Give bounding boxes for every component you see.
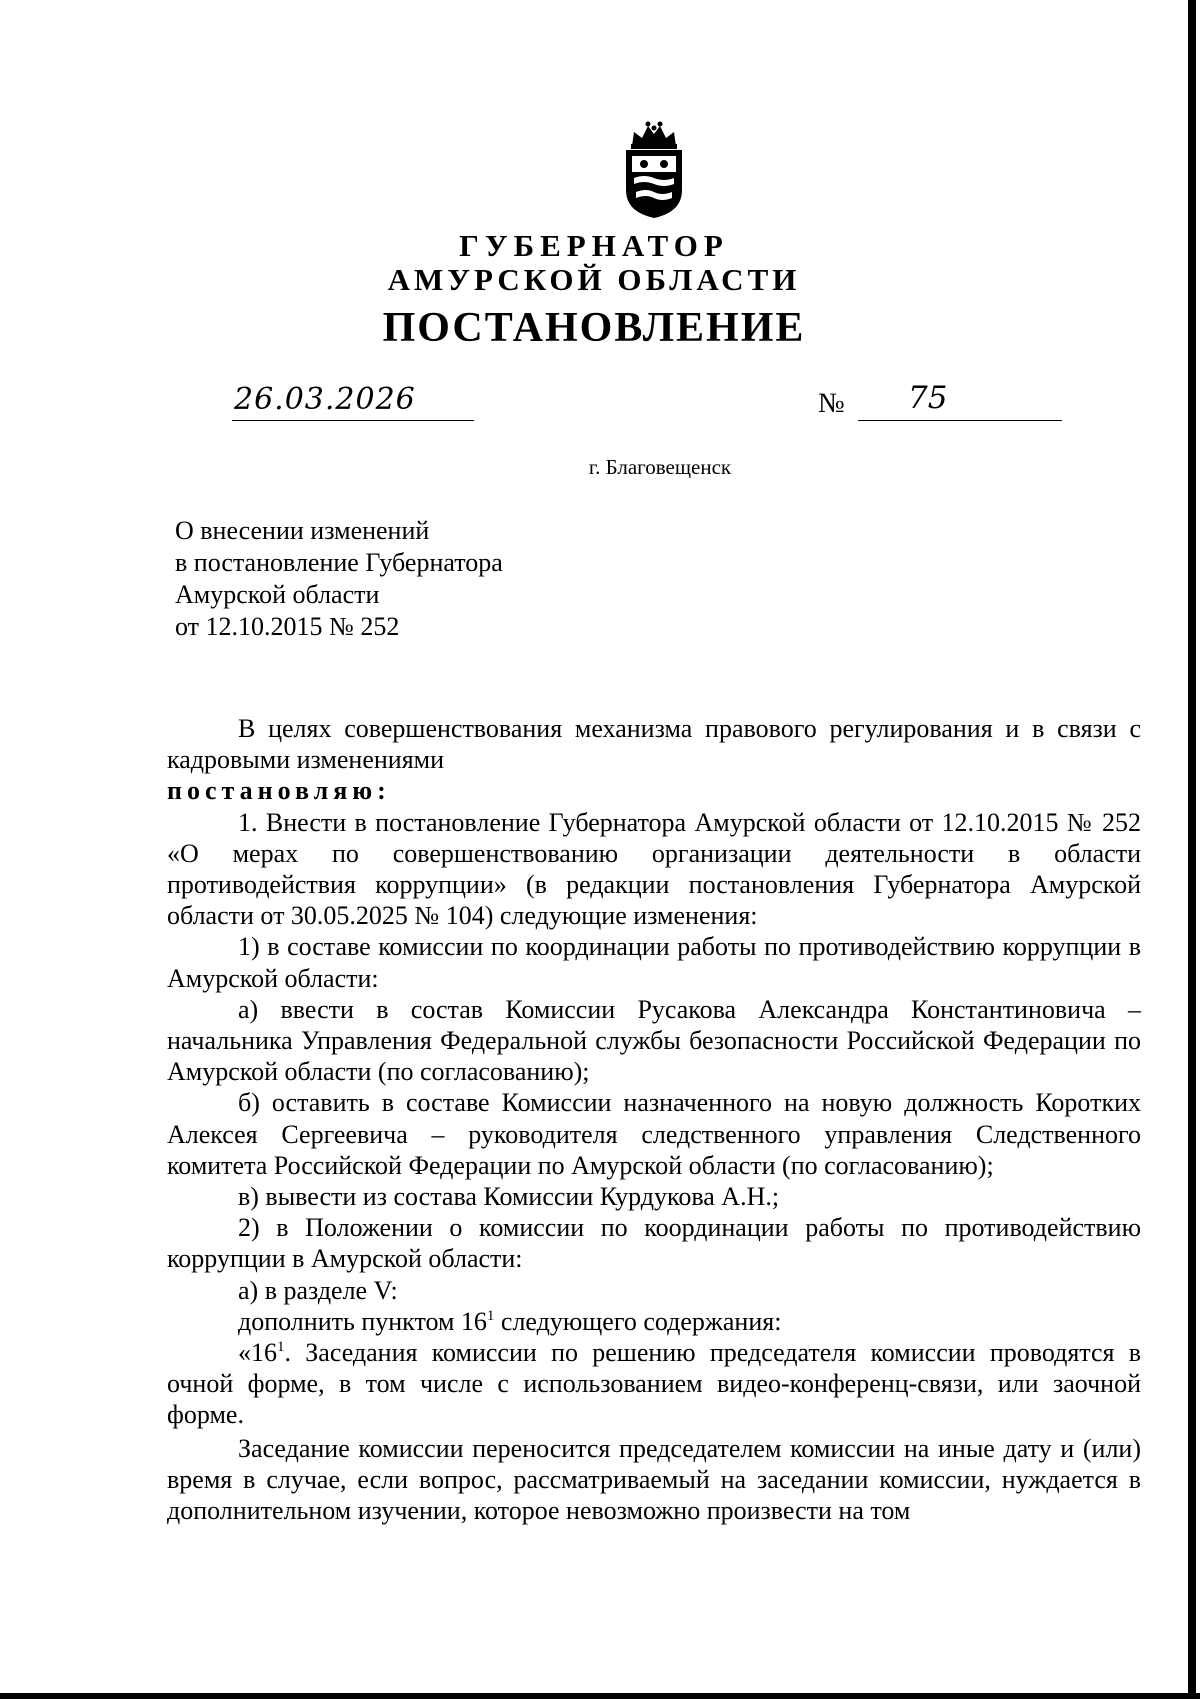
paragraph-1: 1. Внести в постановление Губернатора Амурской области от 12.10.2015 № 252 «О мерах по совершенствованию организации деятельности в области противодействия коррупции» (в редакции постановления Губернатора Амурской области от 30.05.2025 № 104) следующие изменения: <box>167 807 1141 931</box>
date-field <box>232 384 474 421</box>
city-line: г. Благовещенск <box>588 455 732 479</box>
paragraph-1-1: 1) в составе комиссии по координации работы по противодействию коррупции в Амурской области: <box>167 932 1141 993</box>
coat-of-arms-icon <box>622 120 686 220</box>
paragraph-1-1-a: а) ввести в состав Комиссии Русакова Александра Константиновича – начальника Управления Федеральной службы безопасности Российской Федерации по Амурской области (по согласованию); <box>167 994 1141 1087</box>
decree-word: постановляю: <box>167 776 391 806</box>
text-run: дополнить пунктом 16 <box>238 1306 487 1336</box>
superscript: 1 <box>277 1339 285 1356</box>
subject-line: в постановление Губернатора <box>175 548 503 577</box>
superscript: 1 <box>486 1307 495 1324</box>
paragraph-1-1-c: в) вывести из состава Комиссии Курдукова А.Н.; <box>238 1182 780 1212</box>
header-doc-type: ПОСТАНОВЛЕНИЕ <box>382 305 806 351</box>
text-run: следующего содержания: <box>494 1306 782 1336</box>
text-run: . Заседания комиссии по решению председателя комиссии проводятся в очной форме, в том числе с использованием видео-конференц-связи, или заочной форме. <box>167 1338 1141 1430</box>
scan-edge-bottom <box>0 1693 1200 1699</box>
subject-line: от 12.10.2015 № 252 <box>175 612 400 641</box>
subject-line: О внесении изменений <box>175 516 430 545</box>
handwritten-number: 75 <box>908 380 948 416</box>
paragraph-postpone: Заседание комиссии переносится председателем комиссии на иные дату и (или) время в случае, если вопрос, рассматриваемый на заседании комиссии, нуждается в дополнительном изучении, которое невозможно произвести на том <box>167 1433 1141 1526</box>
header-governor: ГУБЕРНАТОР <box>459 228 729 263</box>
subject-line: Амурской области <box>175 580 380 609</box>
paragraph-1-1-b: б) оставить в составе Комиссии назначенного на новую должность Коротких Алексея Сергеевича – руководителя следственного управления Следственного комитета Российской Федерации по Амурской области (по согласованию); <box>167 1088 1141 1180</box>
paragraph-1-2-a: а) в разделе V: <box>238 1275 398 1305</box>
paragraph-point-16-1 <box>167 1337 1141 1431</box>
number-label: № <box>818 388 845 419</box>
subject-block <box>175 515 503 643</box>
handwritten-date: 26.03.2026 <box>234 382 416 417</box>
header-region: АМУРСКОЙ ОБЛАСТИ <box>387 262 801 297</box>
number-field <box>858 380 1062 421</box>
document-body <box>167 713 1141 1526</box>
text-run: «16 <box>238 1338 277 1368</box>
paragraph-1-2: 2) в Положении о комиссии по координации работы по противодействию коррупции в Амурской области: <box>167 1213 1141 1274</box>
preamble-paragraph: В целях совершенствования механизма правового регулирования и в связи с кадровыми изменениями <box>167 714 1141 775</box>
paragraph-add-point <box>167 1306 1141 1337</box>
